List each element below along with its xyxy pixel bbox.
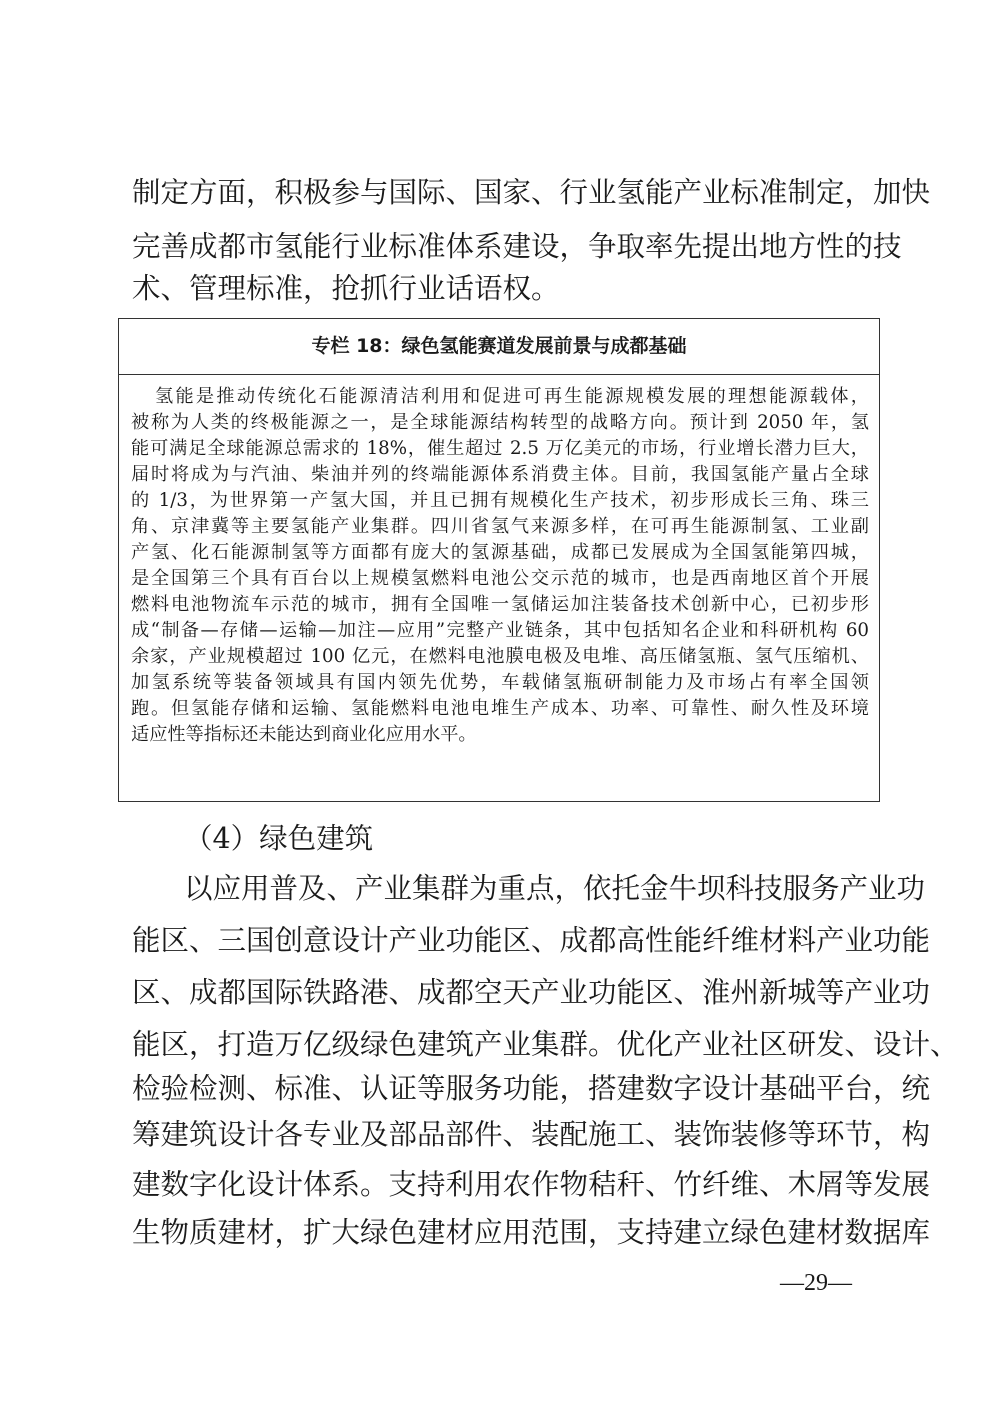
box-text-line: 届时将成为与汽油、柴油并列的终端能源体系消费主体。目前，我国氢能产量占全球 bbox=[131, 464, 869, 485]
box-text-line: 是全国第三个具有百台以上规模氢燃料电池公交示范的城市，也是西南地区首个开展 bbox=[131, 568, 869, 589]
paragraph-line: 建数字化设计体系。支持利用农作物秸秆、竹纤维、木屑等发展 bbox=[132, 1168, 931, 1201]
box-text-line: 能可满足全球能源总需求的 18%，催生超过 2.5 万亿美元的市场，行业增长潜力巨大， bbox=[131, 438, 869, 459]
box-text-line: 被称为人类的终极能源之一，是全球能源结构转型的战略方向。预计到 2050 年，氢 bbox=[131, 412, 869, 433]
box-text-line: 加氢系统等装备领域具有国内领先优势，车载储氢瓶研制能力及市场占有率全国领 bbox=[131, 672, 869, 693]
box-text-line: 适应性等指标还未能达到商业化应用水平。 bbox=[131, 724, 477, 745]
paragraph-line: 术、管理标准，抢抓行业话语权。 bbox=[132, 272, 560, 305]
paragraph-line: 完善成都市氢能行业标准体系建设，争取率先提出地方性的技 bbox=[132, 230, 902, 263]
feature-box-title: 专栏 18：绿色氢能赛道发展前景与成都基础 bbox=[311, 335, 687, 357]
feature-box bbox=[118, 318, 880, 802]
section-heading: （4）绿色建筑 bbox=[184, 822, 374, 855]
box-text-line: 角、京津冀等主要氢能产业集群。四川省氢气来源多样，在可再生能源制氢、工业副 bbox=[131, 516, 869, 537]
paragraph-line: 制定方面，积极参与国际、国家、行业氢能产业标准制定，加快 bbox=[132, 176, 931, 209]
box-text-line: 的 1/3，为世界第一产氢大国，并且已拥有规模化生产技术，初步形成长三角、珠三 bbox=[131, 490, 869, 511]
paragraph-line: 检验检测、标准、认证等服务功能，搭建数字设计基础平台，统 bbox=[132, 1072, 931, 1105]
paragraph-line: 以应用普及、产业集群为重点，依托金牛坝科技服务产业功 bbox=[184, 872, 926, 905]
paragraph-line: 筹建筑设计各专业及部品部件、装配施工、装饰装修等环节，构 bbox=[132, 1118, 931, 1151]
page-number: —29— bbox=[780, 1270, 852, 1296]
box-text-line: 余家，产业规模超过 100 亿元，在燃料电池膜电极及电堆、高压储氢瓶、氢气压缩机、 bbox=[131, 646, 869, 667]
box-text-line: 产氢、化石能源制氢等方面都有庞大的氢源基础，成都已发展成为全国氢能第四城， bbox=[131, 542, 869, 563]
paragraph-line: 能区，打造万亿级绿色建筑产业集群。优化产业社区研发、设计、 bbox=[132, 1028, 959, 1061]
box-text-line: 成“制备—存储—运输—加注—应用”完整产业链条，其中包括知名企业和科研机构 60 bbox=[131, 620, 869, 641]
paragraph-line: 能区、三国创意设计产业功能区、成都高性能纤维材料产业功能 bbox=[132, 924, 931, 957]
feature-box-header bbox=[119, 319, 879, 375]
paragraph-line: 区、成都国际铁路港、成都空天产业功能区、淮州新城等产业功 bbox=[132, 976, 931, 1009]
box-text-line: 跑。但氢能存储和运输、氢能燃料电池电堆生产成本、功率、可靠性、耐久性及环境 bbox=[131, 698, 869, 719]
box-text-line: 燃料电池物流车示范的城市，拥有全国唯一氢储运加注装备技术创新中心，已初步形 bbox=[131, 594, 869, 615]
paragraph-line: 生物质建材，扩大绿色建材应用范围，支持建立绿色建材数据库 bbox=[132, 1216, 931, 1249]
box-text-line: 氢能是推动传统化石能源清洁利用和促进可再生能源规模发展的理想能源载体， bbox=[155, 386, 869, 407]
